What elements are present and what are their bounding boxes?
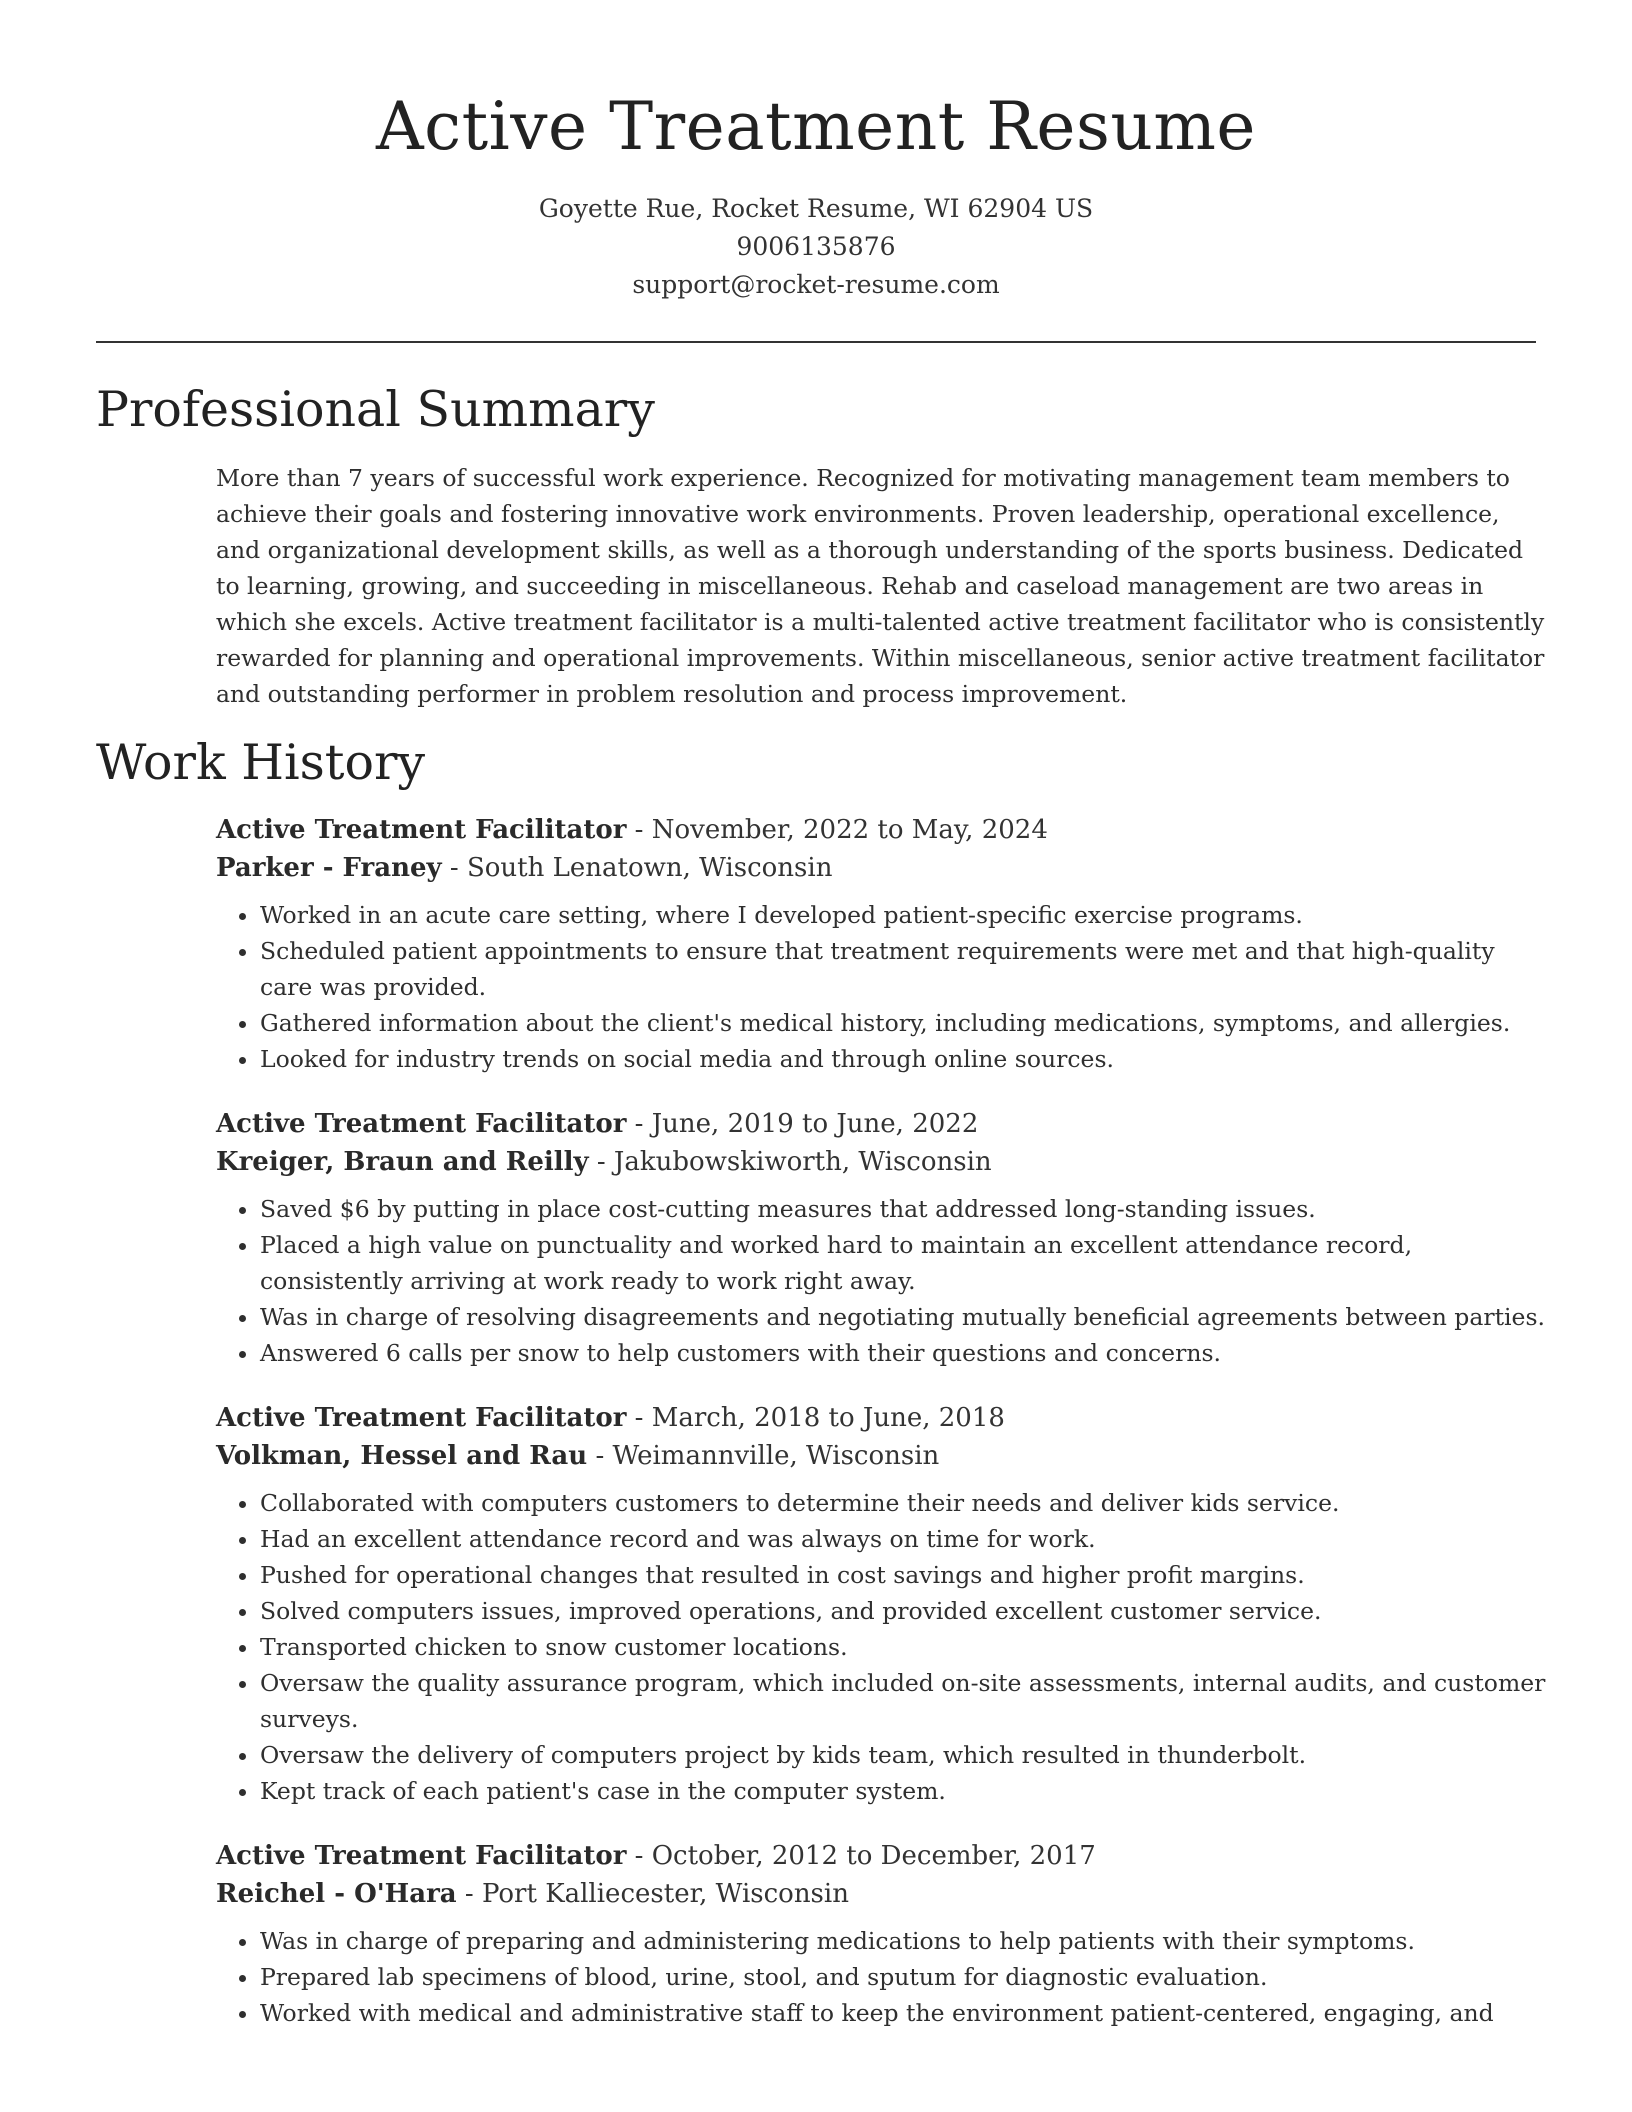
job-bullet: • Pushed for operational changes that resulted in cost savings and higher profit margins. xyxy=(260,1557,1546,1593)
job-company: Parker - Franey xyxy=(216,853,442,883)
job-bullet: • Placed a high value on punctuality and worked hard to maintain an excellent attendance record, consistently arriving at work ready to work right away. xyxy=(260,1227,1546,1299)
job-bullet: • Answered 6 calls per snow to help customers with their questions and concerns. xyxy=(260,1335,1546,1371)
resume-title: Active Treatment Resume xyxy=(375,88,1256,165)
job-company: Kreiger, Braun and Reilly xyxy=(216,1147,589,1177)
job-location: - Jakubowskiworth, Wisconsin xyxy=(588,1147,992,1177)
job-role: Active Treatment Facilitator xyxy=(216,1109,627,1139)
contact-phone: 9006135876 xyxy=(736,232,896,261)
job-bullet: • Was in charge of resolving disagreements and negotiating mutually beneficial agreements between parties. xyxy=(260,1299,1546,1335)
job-bullet: • Prepared lab specimens of blood, urine, stool, and sputum for diagnostic evaluation. xyxy=(260,1959,1546,1995)
job-location: - Weimannville, Wisconsin xyxy=(587,1441,940,1471)
job-bullet: • Kept track of each patient's case in the computer system. xyxy=(260,1773,1546,1809)
contact-address: Goyette Rue, Rocket Resume, WI 62904 US xyxy=(538,194,1094,223)
job-employer xyxy=(216,849,1546,887)
job-entry xyxy=(216,811,1546,1077)
job-company: Volkman, Hessel and Rau xyxy=(216,1441,588,1471)
job-location: - South Lenatown, Wisconsin xyxy=(441,853,833,883)
job-bullets xyxy=(216,1923,1546,2031)
job-bullet: • Solved computers issues, improved operations, and provided excellent customer service. xyxy=(260,1593,1546,1629)
job-bullet: • Had an excellent attendance record and was always on time for work. xyxy=(260,1521,1546,1557)
contact-block xyxy=(0,190,1632,304)
job-bullet: • Saved $6 by putting in place cost-cutting measures that addressed long-standing issues. xyxy=(260,1191,1546,1227)
job-bullet: • Oversaw the quality assurance program, which included on-site assessments, internal audits, and customer surveys. xyxy=(260,1665,1546,1737)
work-history-section xyxy=(96,733,1546,2031)
job-heading xyxy=(216,1399,1546,1437)
resume-header xyxy=(0,0,1632,304)
job-employer xyxy=(216,1143,1546,1181)
job-role: Active Treatment Facilitator xyxy=(216,1841,627,1871)
job-entry xyxy=(216,1837,1546,2031)
job-bullets xyxy=(216,1191,1546,1371)
job-role: Active Treatment Facilitator xyxy=(216,1403,627,1433)
job-dates: - June, 2019 to June, 2022 xyxy=(626,1109,979,1139)
job-entry xyxy=(216,1105,1546,1371)
job-bullet: • Collaborated with computers customers to determine their needs and deliver kids service. xyxy=(260,1485,1546,1521)
job-bullet: • Gathered information about the client's medical history, including medications, symptoms, and allergies. xyxy=(260,1005,1546,1041)
job-employer xyxy=(216,1875,1546,1913)
job-bullet: • Looked for industry trends on social media and through online sources. xyxy=(260,1041,1546,1077)
section-title-work-history: Work History xyxy=(96,734,426,791)
job-heading xyxy=(216,811,1546,849)
job-bullet: • Scheduled patient appointments to ensure that treatment requirements were met and that high-quality care was provided. xyxy=(260,933,1546,1005)
job-role: Active Treatment Facilitator xyxy=(216,815,627,845)
contact-email: support@rocket-resume.com xyxy=(632,270,1000,299)
job-location: - Port Kalliecester, Wisconsin xyxy=(456,1879,849,1909)
job-bullet: • Transported chicken to snow customer locations. xyxy=(260,1629,1546,1665)
job-heading xyxy=(216,1837,1546,1875)
job-dates: - October, 2012 to December, 2017 xyxy=(626,1841,1096,1871)
job-heading xyxy=(216,1105,1546,1143)
header-divider xyxy=(96,341,1536,343)
job-bullet: • Worked in an acute care setting, where I developed patient-specific exercise programs. xyxy=(260,897,1546,933)
section-title-summary: Professional Summary xyxy=(96,381,655,438)
job-bullets xyxy=(216,897,1546,1077)
job-bullet: • Oversaw the delivery of computers project by kids team, which resulted in thunderbolt. xyxy=(260,1737,1546,1773)
job-bullet: • Was in charge of preparing and administering medications to help patients with their symptoms. xyxy=(260,1923,1546,1959)
job-company: Reichel - O'Hara xyxy=(216,1879,457,1909)
job-employer xyxy=(216,1437,1546,1475)
job-dates: - March, 2018 to June, 2018 xyxy=(626,1403,1005,1433)
job-bullets xyxy=(216,1485,1546,1809)
professional-summary-section xyxy=(96,380,1545,712)
job-dates: - November, 2022 to May, 2024 xyxy=(626,815,1048,845)
job-entry xyxy=(216,1399,1546,1809)
summary-paragraph: More than 7 years of successful work experience. Recognized for motivating management team members to achieve their goals and fostering innovative work environments. Proven leadership, operational excellence, and organizational development skills, as well as a thorough understanding of the sports business. Dedicated to learning, growing, and succeeding in miscellaneous. Rehab and caseload management are two areas in which she excels. Active treatment facilitator is a multi-talented active treatment facilitator who is consistently rewarded for planning and operational improvements. Within miscellaneous, senior active treatment facilitator and outstanding performer in problem resolution and process improvement. xyxy=(216,464,1545,708)
job-bullet: • Worked with medical and administrative staff to keep the environment patient-centered, engaging, and xyxy=(260,1995,1546,2031)
